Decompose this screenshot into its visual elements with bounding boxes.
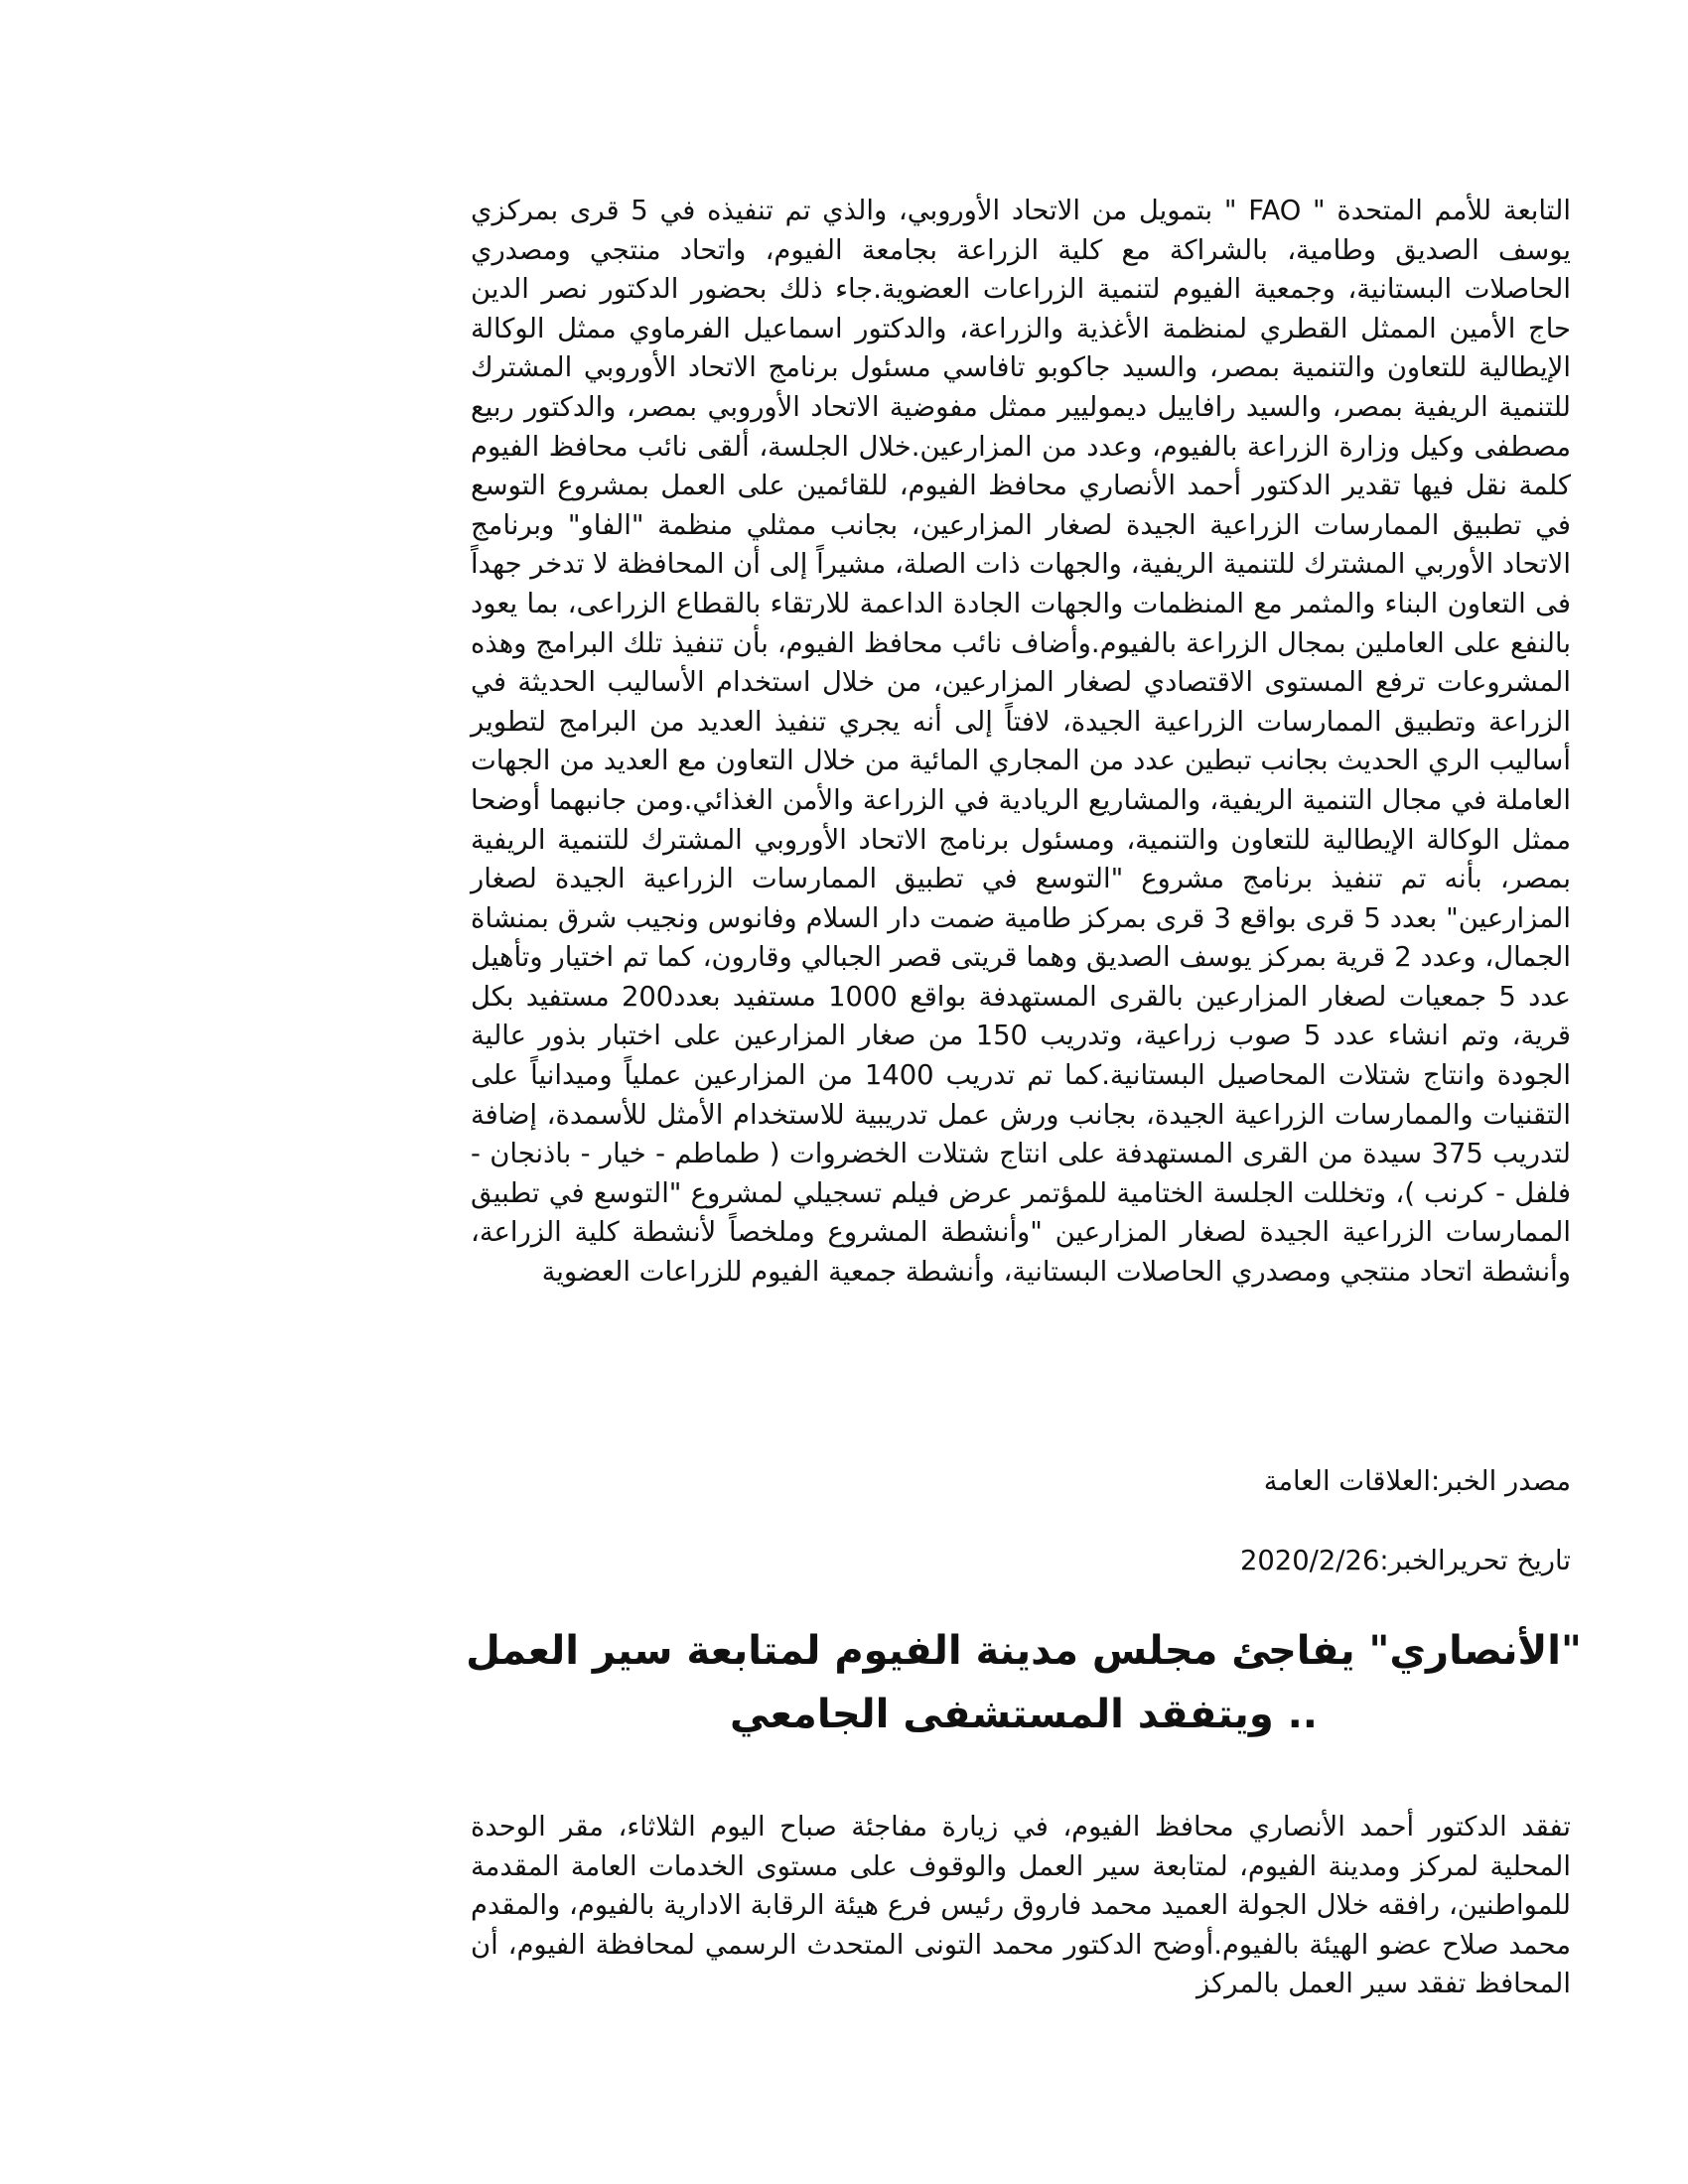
article-headline: "الأنصاري" يفاجئ مجلس مدينة الفيوم لمتابعة سير العمل .. ويتفقد المستشفى الجامعي (466, 1628, 1582, 1737)
article-body-paragraph: التابعة للأمم المتحدة " FAO " بتمويل من الاتحاد الأوروبي، والذي تم تنفيذه في 5 قرى بمركزي يوسف الصديق وطامية، بالشراكة مع كلية الزراعة بجامعة الفيوم، واتحاد منتجي ومصدري الحاصلات البستانية، وجمعية الفيوم لتنمية الزراعات العضوية.جاء ذلك بحضور الدكتور نصر الدين حاج الأمين الممثل القطري لمنظمة الأغذية والزراعة، والدكتور اسماعيل الفرماوي ممثل الوكالة الإيطالية للتعاون والتنمية بمصر، والسيد جاكوبو تافاسي مسئول برنامج الاتحاد الأوروبي المشترك للتنمية الريفية بمصر، والسيد رافاييل ديموليير ممثل مفوضية الاتحاد الأوروبي بمصر، والدكتور ربيع مصطفى وكيل وزارة الزراعة بالفيوم، وعدد من المزارعين.خلال الجلسة، ألقى نائب محافظ الفيوم كلمة نقل فيها تقدير الدكتور أحمد الأنصاري محافظ الفيوم، للقائمين على العمل بمشروع التوسع في تطبيق الممارسات الزراعية الجيدة لصغار المزارعين، بجانب ممثلي منظمة "الفاو" وبرنامج الاتحاد الأوربي المشترك للتنمية الريفية، والجهات ذات الصلة، مشيراً إلى أن المحافظة لا تدخر جهداً فى التعاون البناء والمثمر مع المنظمات والجهات الجادة الداعمة للارتقاء بالقطاع الزراعى، بما يعود بالنفع على العاملين بمجال الزراعة بالفيوم.وأضاف نائب محافظ الفيوم، بأن تنفيذ تلك البرامج وهذه المشروعات ترفع المستوى الاقتصادي لصغار المزارعين، من خلال استخدام الأساليب الحديثة في الزراعة وتطبيق الممارسات الزراعية الجيدة، لافتاً إلى أنه يجري تنفيذ العديد من البرامج لتطوير أساليب الري الحديث بجانب تبطين عدد من المجاري المائية من خلال التعاون مع العديد من الجهات العاملة في مجال التنمية الريفية، والمشاريع الريادية في الزراعة والأمن الغذائي.ومن جانبهما أوضحا ممثل الوكالة الإيطالية للتعاون والتنمية، ومسئول برنامج الاتحاد الأوروبي المشترك للتنمية الريفية بمصر، بأنه تم تنفيذ برنامج مشروع "التوسع في تطبيق الممارسات الزراعية الجيدة لصغار المزارعين" بعدد 5 قرى بواقع 3 قرى بمركز طامية ضمت دار السلام وفانوس ونجيب شرق بمنشاة الجمال، وعدد 2 قرية بمركز يوسف الصديق وهما قريتى قصر الجبالي وقارون، كما تم اختيار وتأهيل عدد 5 جمعيات لصغار المزارعين بالقرى المستهدفة بواقع 1000 مستفيد بعدد200 مستفيد بكل قرية، وتم انشاء عدد 5 صوب زراعية، وتدريب 150 من صغار المزارعين على اختبار بذور عالية الجودة وانتاج شتلات المحاصيل البستانية.كما تم تدريب 1400 من المزارعين عملياً وميدانياً على التقنيات والممارسات الزراعية الجيدة، بجانب ورش عمل تدريبية للاستخدام الأمثل للأسمدة، إضافة لتدريب 375 سيدة من القرى المستهدفة على انتاج شتلات الخضروات ( طماطم - خيار - باذنجان - فلفل - كرنب )، وتخللت الجلسة الختامية للمؤتمر عرض فيلم تسجيلي لمشروع "التوسع في تطبيق الممارسات الزراعية الجيدة لصغار المزارعين "وأنشطة المشروع وملخصاً لأنشطة كلية الزراعة، وأنشطة اتحاد منتجي ومصدري الحاصلات البستانية، وأنشطة جمعية الفيوم للزراعات العضوية (471, 196, 1572, 1289)
news-date-line: تاريخ تحريرالخبر:2020/2/26 (1239, 1546, 1571, 1576)
news-source-line: مصدر الخبر:العلاقات العامة (1263, 1466, 1571, 1497)
article-lead-paragraph: تفقد الدكتور أحمد الأنصاري محافظ الفيوم، في زيارة مفاجئة صباح اليوم الثلاثاء، مقر الوحدة المحلية لمركز ومدينة الفيوم، لمتابعة سير العمل والوقوف على مستوى الخدمات العامة المقدمة للمواطنين، رافقه خلال الجولة العميد محمد فاروق رئيس فرع هيئة الرقابة الادارية بالفيوم، والمقدم محمد صلاح عضو الهيئة بالفيوم.أوضح الدكتور محمد التونى المتحدث الرسمي لمحافظة الفيوم، أن المحافظ تفقد سير العمل بالمركز (471, 1812, 1571, 2000)
